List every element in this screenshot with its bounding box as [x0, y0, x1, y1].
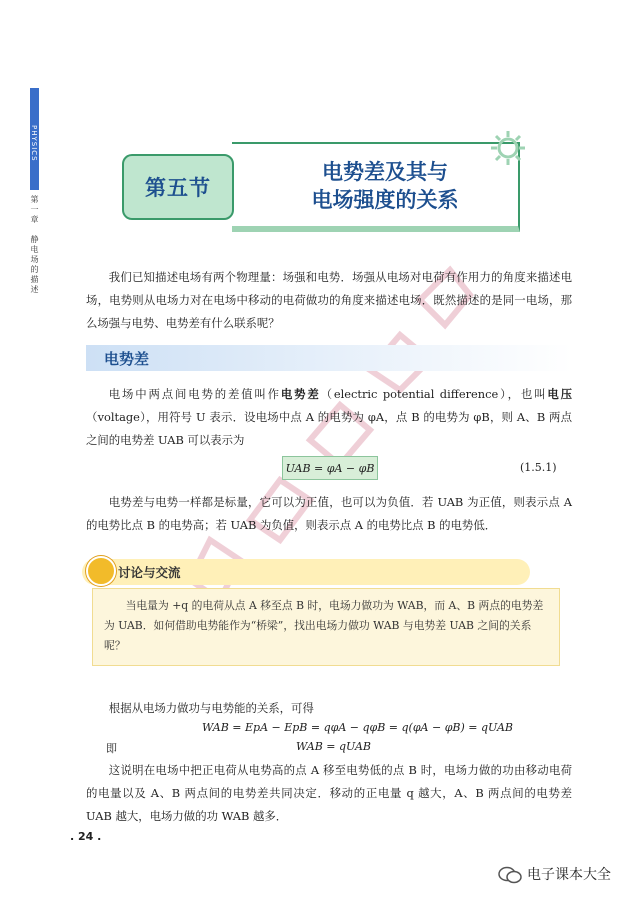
- section-badge: [122, 154, 234, 220]
- discussion-text: 当电量为 +q 的电荷从点 A 移至点 B 时，电场力做功为 WAB，而 A、B 两点的电势差为 UAB．如何借助电势能作为“桥梁”，找出电场力做功 WAB 与电势差 UAB 之间的关系呢？: [104, 599, 544, 652]
- conclusion-paragraph: 这说明在电场中把正电荷从电势高的点 A 移至电势低的点 B 时，电场力做的功由移动电荷的电量以及 A、B 两点间的电势差共同决定．移动的正电量 q 越大，A、B 两点间的电势差 UAB 越大，电场力做的功 WAB 越多．: [86, 763, 572, 823]
- page-title: [270, 158, 500, 214]
- formula-3: WAB = qUAB: [296, 740, 371, 753]
- heading-bar: [86, 345, 572, 371]
- definition-text-1: 电场中两点间电势的差值叫作: [108, 387, 281, 401]
- definition-text-2: （electric potential difference），也叫: [320, 387, 548, 401]
- equation-number: (1.5.1): [520, 461, 557, 474]
- ji-label: 即: [106, 742, 117, 755]
- term-voltage: 电压: [547, 387, 572, 401]
- section-number: 第五节: [145, 176, 211, 200]
- scalar-paragraph: 电势差与电势一样都是标量，它可以为正值，也可以为负值．若 UAB 为正值，则表示点 A 的电势比点 B 的电势高；若 UAB 为负值，则表示点 A 的电势比点 B 的电势低．: [86, 495, 572, 532]
- title-line-1: 电势差及其与: [322, 160, 448, 184]
- formula-1: UAB = φA − φB: [282, 456, 378, 480]
- term-potential-difference: 电势差: [280, 387, 321, 401]
- section-heading: 电势差: [104, 350, 150, 368]
- chapter-label: 第一章 静电场的描述: [30, 195, 39, 295]
- discussion-label: 讨论与交流: [118, 565, 181, 580]
- gear-icon: [488, 128, 528, 168]
- definition-paragraph: [86, 383, 572, 452]
- formula-2: WAB = EpA − EpB = qφA − qφB = q(φA − φB) = qUAB: [202, 721, 513, 734]
- derivation-intro: 根据从电场力做功与电势能的关系，可得: [108, 701, 314, 715]
- intro-paragraph: 我们已知描述电场有两个物理量：场强和电势．场强从电场对电荷有作用力的角度来描述电场，电势则从电场力对在电场中移动的电荷做功的角度来描述电场．既然描述的是同一电场，那么场强与电势、电势差有什么联系呢？: [86, 270, 572, 330]
- title-line-2: 电场强度的关系: [311, 188, 459, 212]
- subject-label: PHYSICS: [30, 125, 38, 162]
- page-number: . 24 .: [70, 830, 102, 843]
- wechat-icon: [498, 866, 522, 884]
- definition-text-3: （voltage），用符号 U 表示．设电场中点 A 的电势为 φA，点 B 的电势为 φB，则 A、B 两点之间的电势差 UAB 可以表示为: [86, 410, 572, 447]
- lightbulb-icon: [86, 556, 116, 586]
- watermark-text: 电子课本大全: [527, 867, 611, 883]
